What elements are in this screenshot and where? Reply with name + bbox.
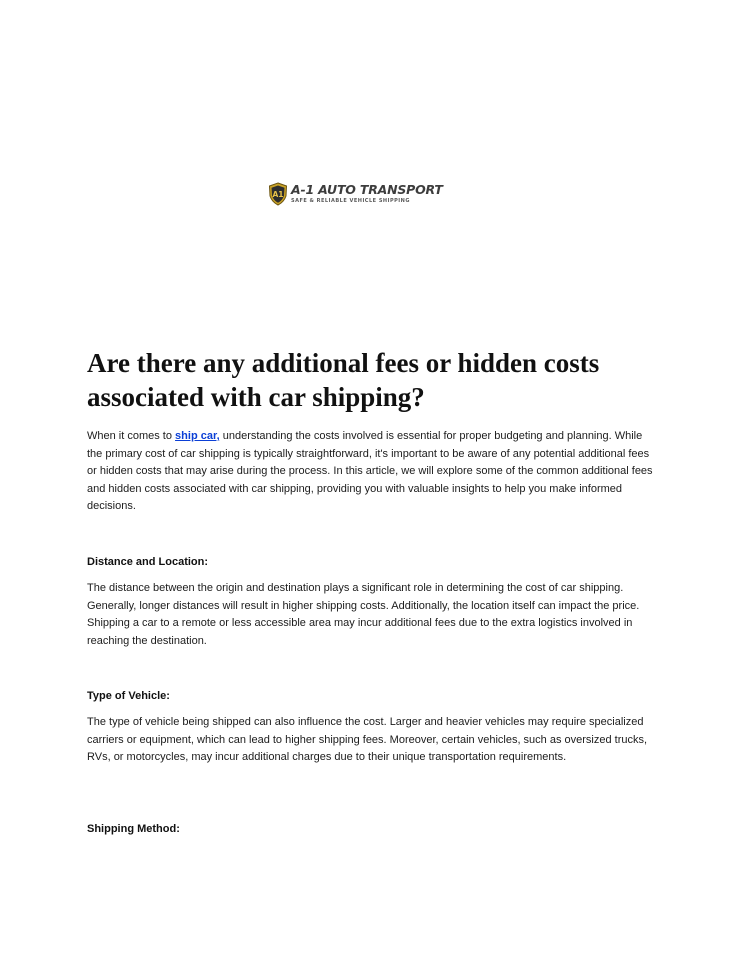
ship-car-link[interactable]: ship car, xyxy=(175,430,220,442)
logo-title: A-1 AUTO TRANSPORT xyxy=(291,182,443,198)
section-body-distance: The distance between the origin and destination plays a significant role in determining the cost of car shipping. Generally, longer distances will result in higher shipping costs. Additionally, the location itself can impact the price. Shipping a car to a remote or less accessible area may incur additional fees due to the extra logistics involved in reaching the destination. xyxy=(87,582,640,647)
shield-badge-icon xyxy=(268,182,288,206)
section-heading-vehicle: Type of Vehicle: xyxy=(87,690,170,702)
intro-text-before: When it comes to xyxy=(87,430,176,442)
section-body-vehicle: The type of vehicle being shipped can also influence the cost. Larger and heavier vehicles may require specialized carriers or equipment, which can lead to higher shipping fees. Moreover, certain vehicles, such as oversized trucks, RVs, or motorcycles, may incur additional charges due to their unique transportation requirements. xyxy=(87,716,648,764)
section-heading-shipping-method: Shipping Method: xyxy=(87,823,180,835)
article-title: Are there any additional fees or hidden costs associated with car shipping? xyxy=(87,348,600,412)
logo-badge-text: A1 xyxy=(272,190,284,199)
section-heading-distance: Distance and Location: xyxy=(87,556,209,568)
company-logo xyxy=(268,182,443,206)
intro-text-after: understanding the costs involved is essential for proper budgeting and planning. While the primary cost of car shipping is typically straightforward, it's important to be aware of any potential additional fees or hidden costs that may arise during the process. In this article, we will explore some of the common additional fees and hidden costs associated with car shipping, providing you with valuable insights to help you make informed decisions. xyxy=(87,430,653,513)
logo-tagline: SAFE & RELIABLE VEHICLE SHIPPING xyxy=(291,197,410,204)
intro-paragraph xyxy=(87,428,657,516)
